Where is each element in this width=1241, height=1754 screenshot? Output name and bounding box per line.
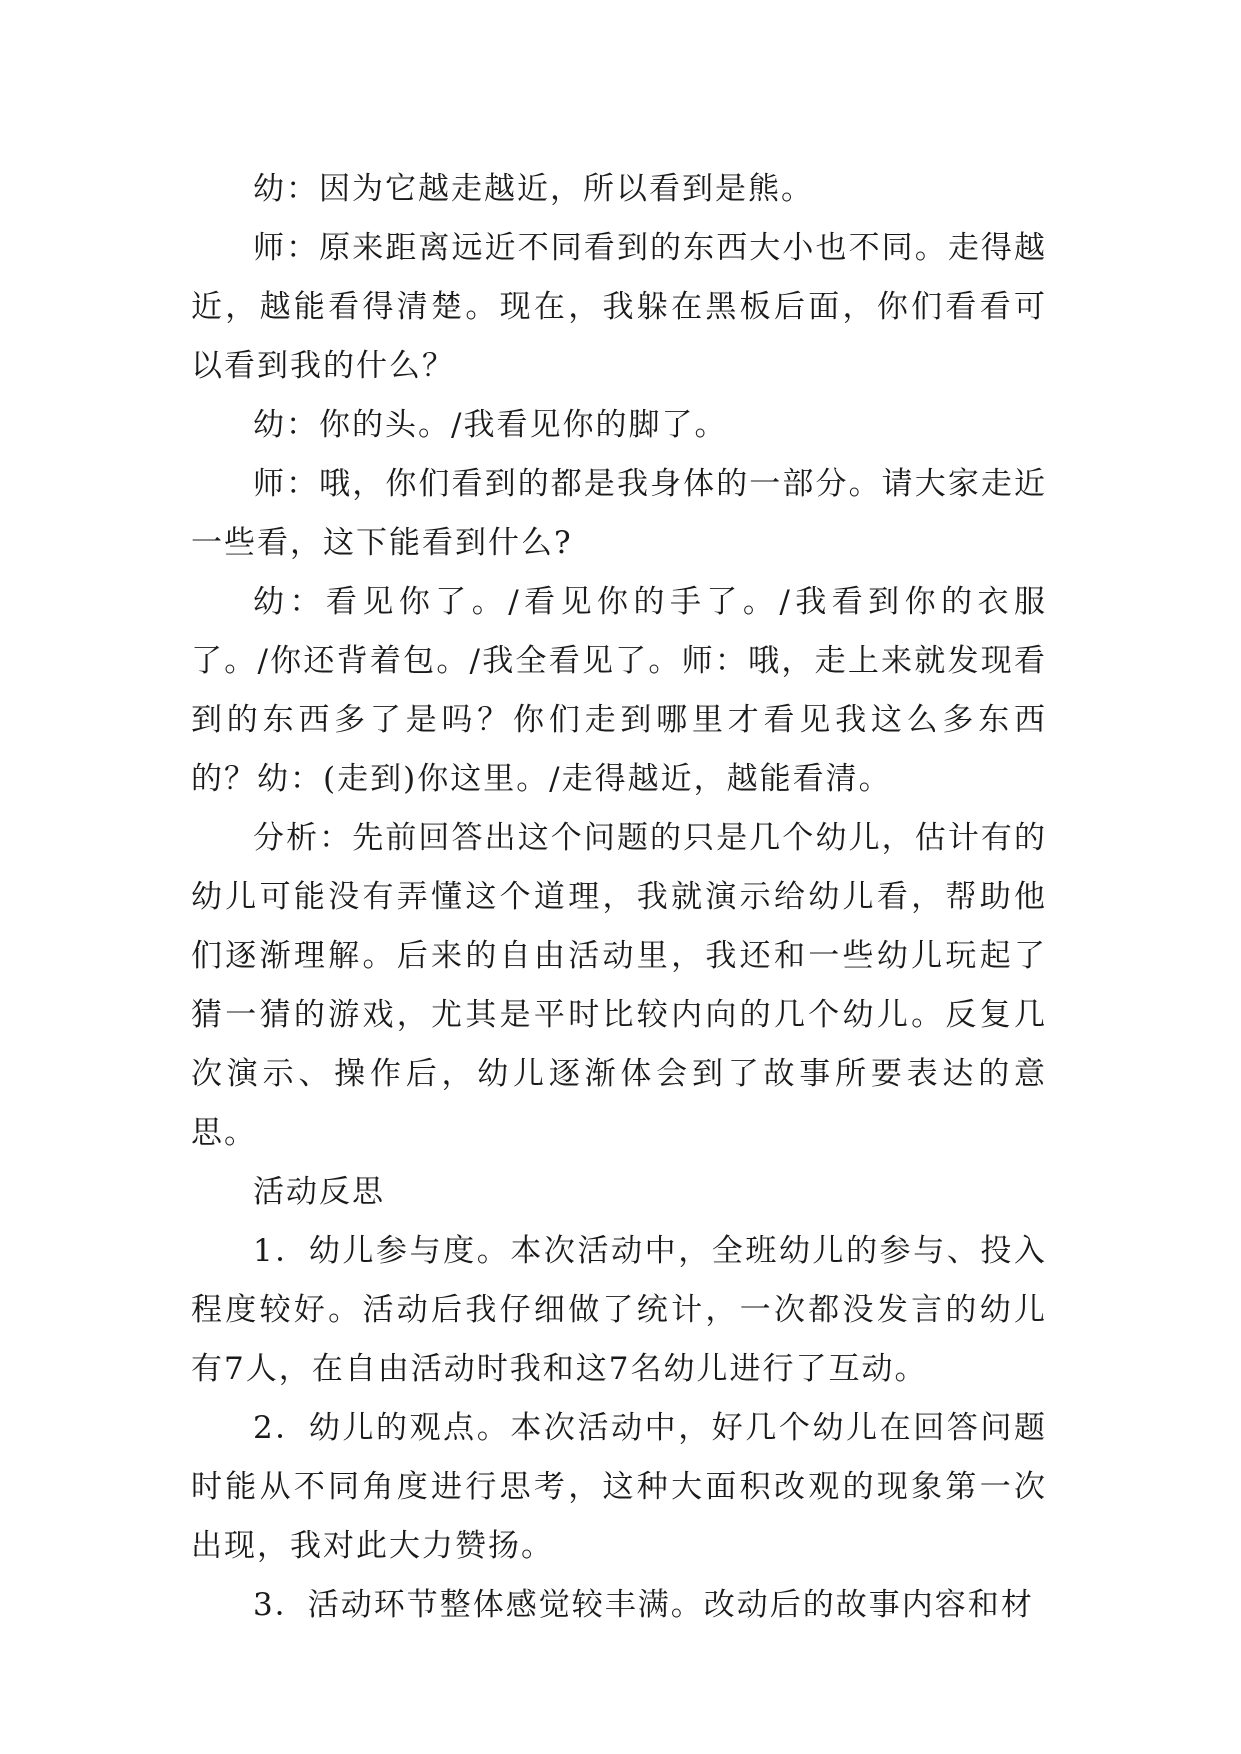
paragraph-teacher-distance: 师：原来距离远近不同看到的东西大小也不同。走得越近，越能看得清楚。现在，我躲在黑板后面，你们看看可以看到我的什么？	[191, 230, 1047, 384]
section-heading-reflection: 活动反思	[253, 1174, 385, 1210]
paragraph-reflection-1: 1．幼儿参与度。本次活动中，全班幼儿的参与、投入程度较好。活动后我仔细做了统计，一次都没发言的幼儿有7人，在自由活动时我和这7名幼儿进行了互动。	[191, 1233, 1047, 1387]
paragraph-reflection-2: 2．幼儿的观点。本次活动中，好几个幼儿在回答问题时能从不同角度进行思考，这种大面积改观的现象第一次出现，我对此大力赞扬。	[191, 1410, 1047, 1564]
paragraph-reflection-3: 3．活动环节整体感觉较丰满。改动后的故事内容和材	[253, 1587, 1034, 1623]
paragraph-teacher-part-of-body: 师：哦，你们看到的都是我身体的一部分。请大家走近一些看，这下能看到什么?	[191, 466, 1047, 561]
paragraph-child-head-feet: 幼：你的头。/我看见你的脚了。	[253, 407, 728, 443]
document-body	[191, 160, 1047, 1635]
paragraph-child-see-more: 幼：看见你了。/看见你的手了。/我看到你的衣服了。/你还背着包。/我全看见了。师：哦，走上来就发现看到的东西多了是吗？你们走到哪里才看见我这么多东西的？幼：(走到)你这里。/走得越近，越能看清。	[191, 584, 1047, 797]
paragraph-child-bear-reason: 幼：因为它越走越近，所以看到是熊。	[253, 171, 814, 207]
paragraph-analysis: 分析：先前回答出这个问题的只是几个幼儿，估计有的幼儿可能没有弄懂这个道理，我就演示给幼儿看，帮助他们逐渐理解。后来的自由活动里，我还和一些幼儿玩起了猜一猜的游戏，尤其是平时比较内向的几个幼儿。反复几次演示、操作后，幼儿逐渐体会到了故事所要表达的意思。	[191, 820, 1047, 1151]
